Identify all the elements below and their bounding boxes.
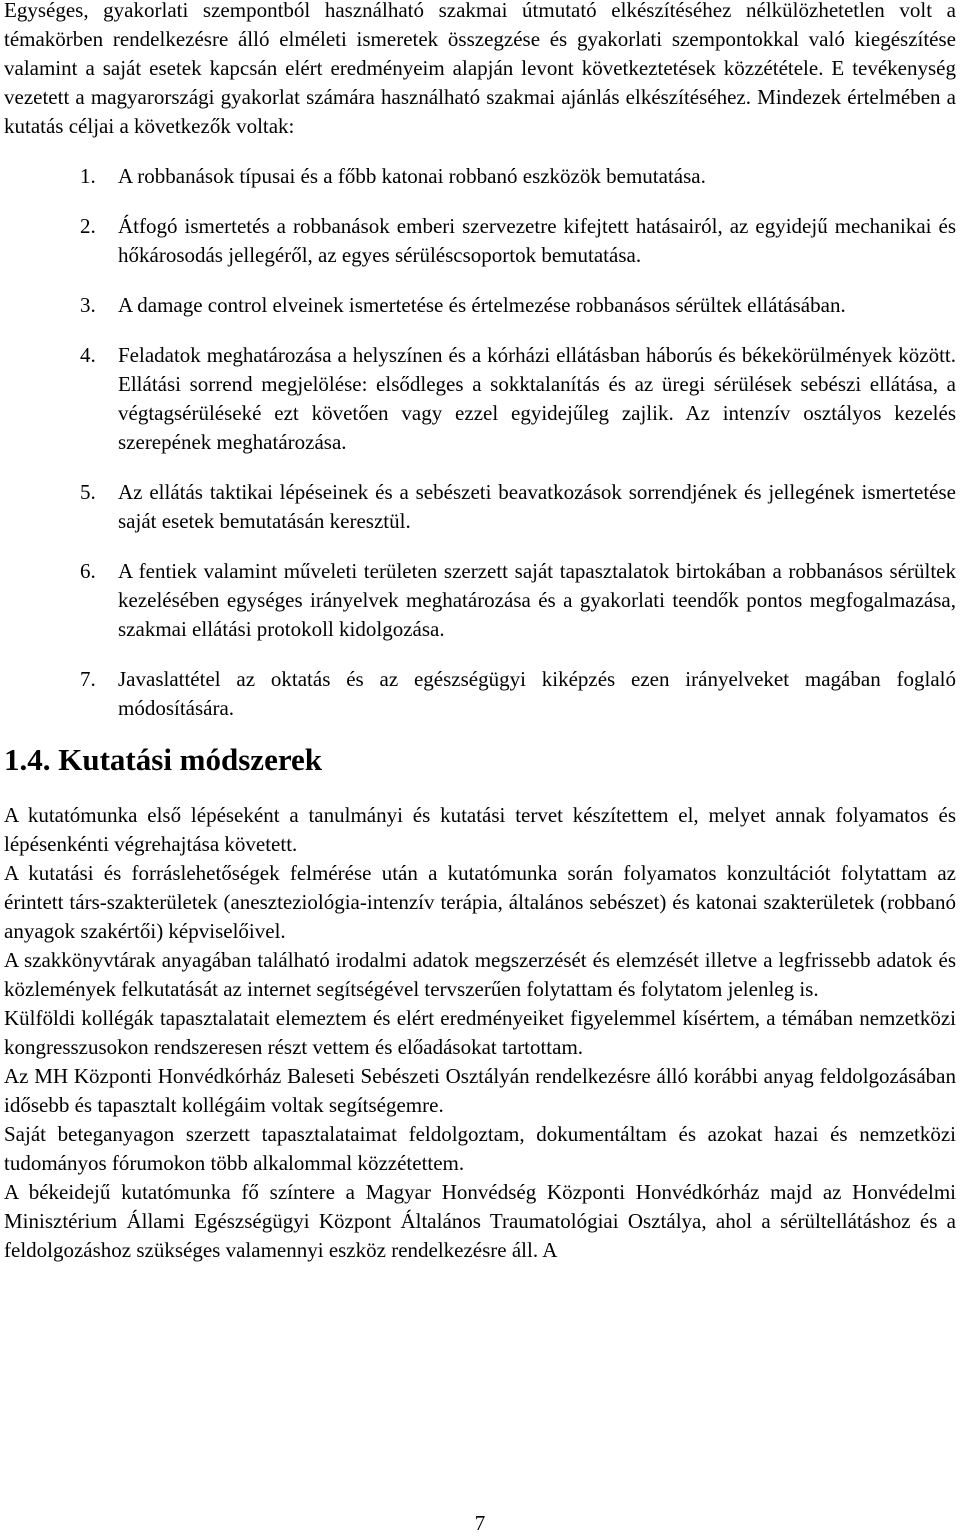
goal-number: 6. — [80, 559, 96, 583]
body-paragraph: Az MH Központi Honvédkórház Baleseti Sebészeti Osztályán rendelkezésre álló korábbi anyag feldolgozásában idősebb és tapasztalt kollégáim voltak segítségemre. — [4, 1064, 956, 1117]
research-goals-list — [4, 162, 956, 723]
body-paragraph: A békeidejű kutatómunka fő színtere a Magyar Honvédség Központi Honvédkórház majd az Honvédelmi Minisztérium Állami Egészségügyi Központ Általános Traumatológiai Osztálya, ahol a sérültellátáshoz és a feldolgozáshoz szükséges valamennyi eszköz rendelkezésre áll. A — [4, 1180, 956, 1262]
goal-text: Átfogó ismertetés a robbanások emberi szervezetre kifejtett hatásairól, az egyidejű mechanikai és hőkárosodás jellegéről, az egyes sérüléscsoportok bemutatása. — [118, 214, 956, 267]
page-number: 7 — [474, 1511, 486, 1535]
goal-text: Javaslattétel az oktatás és az egészségügyi kiképzés ezen irányelveket magában foglaló módosítására. — [118, 667, 956, 720]
goal-item — [4, 557, 956, 644]
body-paragraph: A kutatási és forráslehetőségek felmérése után a kutatómunka során folyamatos konzultációt folytattam az érintett társ-szakterületek (aneszteziológia-intenzív terápia, általános sebészet) és katonai szakterületek (robbanó anyagok szakértői) képviselőivel. — [4, 861, 956, 943]
body-paragraph: Saját beteganyagon szerzett tapasztalataimat feldolgoztam, dokumentáltam és azokat hazai és nemzetközi tudományos fórumokon több alkalommal közzétettem. — [4, 1122, 956, 1175]
document-page — [4, 0, 956, 1265]
goal-item — [4, 212, 956, 270]
goal-text: A fentiek valamint műveleti területen szerzett saját tapasztalatok birtokában a robbanásos sérültek kezelésében egységes irányelvek meghatározása és a gyakorlati teendők pontos megfogalmazása, szakmai ellátási protokoll kidolgozása. — [118, 559, 956, 641]
goal-item — [4, 162, 956, 191]
goal-item — [4, 478, 956, 536]
intro-paragraph: Egységes, gyakorlati szempontból használható szakmai útmutató elkészítéséhez nélkülözhetetlen volt a témakörben rendelkezésre álló elméleti ismeretek összegzése és gyakorlati szempontokkal való kiegészítése valamint a saját esetek kapcsán elért eredményeim alapján levont következtetések közzététele. E tevékenység vezetett a magyarországi gyakorlat számára használható szakmai ajánlás elkészítéséhez. Mindezek értelmében a kutatás céljai a következők voltak: — [4, 0, 956, 138]
goal-item — [4, 341, 956, 457]
methods-body — [4, 801, 956, 1265]
goal-number: 3. — [80, 293, 96, 317]
goal-number: 4. — [80, 343, 96, 367]
body-paragraph: A szakkönyvtárak anyagában található irodalmi adatok megszerzését és elemzését illetve a legfrissebb adatok és közlemények felkutatását az internet segítségével tervszerűen folytattam és folytatom jelenleg is. — [4, 948, 956, 1001]
body-paragraph: A kutatómunka első lépéseként a tanulmányi és kutatási tervet készítettem el, melyet annak folyamatos és lépésenkénti végrehajtása követett. — [4, 803, 956, 856]
goal-text: Feladatok meghatározása a helyszínen és a kórházi ellátásban háborús és békekörülmények között. Ellátási sorrend megjelölése: elsődleges a sokktalanítás és az üregi sérülések sebészi ellátása, a végtagsérüléseké ezt követően vagy ezzel egyidejűleg zajlik. Az intenzív osztályos kezelés szerepének meghatározása. — [118, 343, 956, 454]
body-paragraph: Külföldi kollégák tapasztalatait elemeztem és elért eredményeiket figyelemmel kísértem, a témában nemzetközi kongresszusokon rendszeresen részt vettem és előadásokat tartottam. — [4, 1006, 956, 1059]
goal-text: Az ellátás taktikai lépéseinek és a sebészeti beavatkozások sorrendjének és jellegének ismertetése saját esetek bemutatásán keresztül. — [118, 480, 956, 533]
goal-item — [4, 291, 956, 320]
goal-item — [4, 665, 956, 723]
goal-number: 1. — [80, 164, 96, 188]
goal-text: A robbanások típusai és a főbb katonai robbanó eszközök bemutatása. — [118, 164, 706, 188]
goal-number: 7. — [80, 667, 96, 691]
goal-number: 5. — [80, 480, 96, 504]
goal-text: A damage control elveinek ismertetése és értelmezése robbanásos sérültek ellátásában. — [118, 293, 846, 317]
goal-number: 2. — [80, 214, 96, 238]
section-heading: 1.4. Kutatási módszerek — [4, 742, 323, 777]
